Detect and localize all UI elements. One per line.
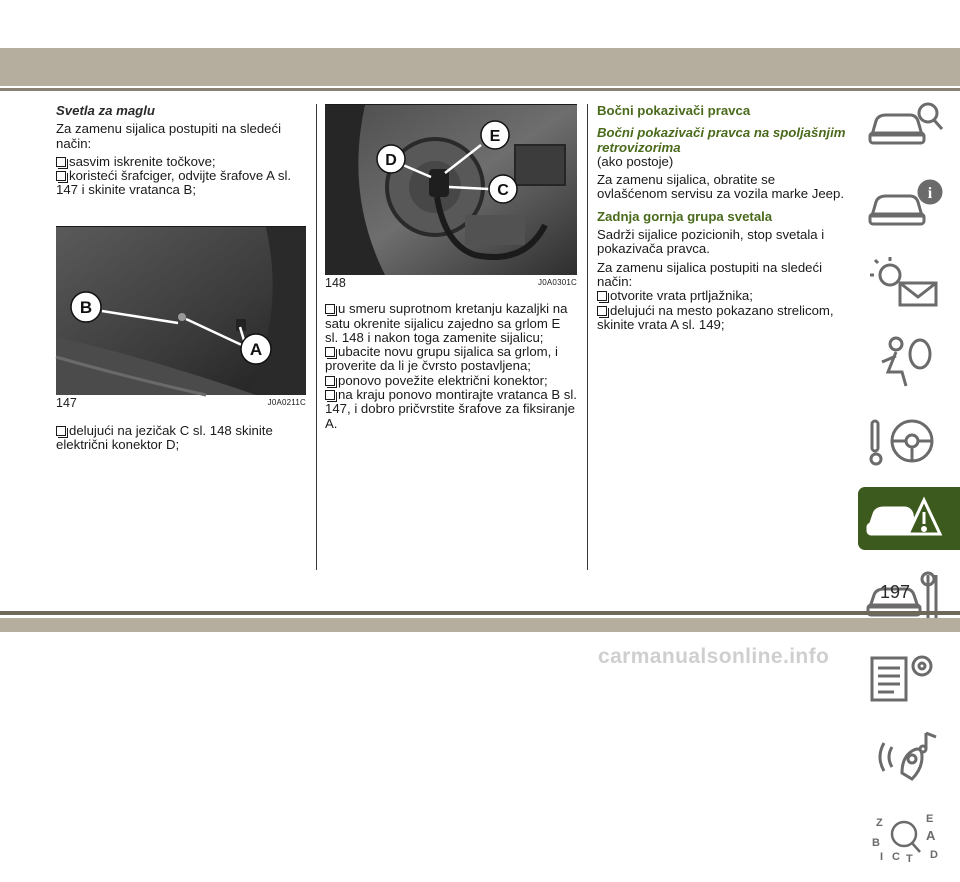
column-right — [597, 104, 847, 332]
bullet-box-icon — [597, 306, 607, 316]
header-rule — [0, 88, 960, 91]
tab-driving[interactable] — [858, 408, 960, 471]
page-number: 197 — [880, 582, 911, 602]
tab-car-search[interactable] — [858, 92, 960, 155]
bullet-box-icon — [325, 390, 335, 400]
list-item: koristeći šrafciger, odvijte šrafove A sl. 147 i skinite vratanca B; — [56, 168, 292, 198]
section-heading-fog-lights: Svetla za maglu — [56, 103, 155, 118]
list-item: u smeru suprotnom kretanju kazaljki na satu okrenite sijalicu zajedno sa grlom E sl. 148 i nakon toga zamenite sijalicu; — [325, 301, 568, 345]
list-item: ponovo povežite električni konektor; — [325, 374, 577, 388]
intro-text: Za zamenu sijalica postupiti na sledeći način: — [56, 121, 282, 151]
list-item: otvorite vrata prtljažnika; — [597, 289, 847, 303]
svg-text:i: i — [927, 184, 933, 202]
callout-d: D — [385, 152, 397, 169]
figure-number: 147 — [56, 395, 77, 410]
svg-text:A: A — [926, 827, 936, 843]
section-heading-turn-signals: Bočni pokazivači pravca — [597, 103, 751, 118]
airbag-person-icon — [866, 332, 944, 390]
header-band — [0, 48, 960, 86]
chapter-sidebar — [858, 92, 960, 882]
paragraph: Sadrži sijalice pozicionih, stop svetala i pokazivača pravca. — [597, 227, 825, 257]
car-search-icon — [866, 95, 944, 153]
svg-text:T: T — [906, 852, 913, 865]
tab-safety[interactable] — [858, 329, 960, 392]
car-info-icon — [866, 174, 944, 232]
svg-text:Z: Z — [876, 816, 883, 829]
tab-multimedia[interactable] — [858, 724, 960, 787]
svg-text:I: I — [880, 850, 884, 863]
tab-specifications[interactable] — [858, 645, 960, 708]
tab-car-info[interactable] — [858, 171, 960, 234]
figure-148-illustration — [325, 105, 577, 275]
bullet-box-icon — [325, 376, 335, 386]
availability-note: (ako postoje) — [597, 153, 674, 169]
warning-lights-mail-icon — [866, 253, 944, 311]
paragraph: Za zamenu sijalica postupiti na sledeći način: — [597, 259, 823, 289]
column-left — [56, 104, 306, 453]
figure-code: J0A0301C — [538, 278, 577, 287]
bullet-box-icon — [325, 304, 335, 314]
callout-e: E — [489, 128, 501, 145]
callout-b: B — [79, 297, 93, 317]
bullet-box-icon — [56, 426, 66, 436]
callout-a: A — [249, 339, 263, 359]
figure-147-illustration — [56, 227, 306, 395]
figure-147-caption — [56, 396, 306, 410]
svg-text:B: B — [872, 836, 880, 849]
section-heading-rear-lights: Zadnja gornja grupa svetala — [597, 208, 773, 224]
paragraph: Za zamenu sijalica, obratite se ovlašćenom servisu za vozila marke Jeep. — [597, 172, 845, 202]
steering-wheel-icon — [866, 411, 944, 469]
car-breakdown-warning-icon — [866, 490, 944, 548]
column-middle — [325, 104, 577, 431]
bullet-box-icon — [56, 171, 66, 181]
list-item: na kraju ponovo montirajte vratanca B sl. 147, i dobro pričvrstite šrafove za fiksiranje A. — [325, 387, 577, 431]
list-item: ubacite novu grupu sijalica sa grlom, i proverite da li je čvrsto postavljena; — [325, 344, 558, 374]
figure-code: J0A0211C — [267, 397, 306, 407]
list-item: delujući na jezičak C sl. 148 skinite električni konektor D; — [56, 423, 273, 453]
svg-text:D: D — [930, 848, 938, 861]
bullet-box-icon — [325, 347, 335, 357]
footer-rule — [0, 611, 960, 615]
tab-index[interactable] — [858, 803, 960, 866]
specs-gear-icon — [866, 648, 944, 706]
list-item: delujući na mesto pokazano strelicom, skinite vrata A sl. 149; — [597, 302, 834, 332]
figure-147 — [56, 226, 306, 394]
tab-warning-lights[interactable] — [858, 250, 960, 313]
figure-148-caption — [325, 276, 577, 290]
svg-text:C: C — [892, 850, 900, 863]
bullet-box-icon — [597, 291, 607, 301]
subheading-mirror-signals: Bočni pokazivači pravca na spoljašnjim retrovizorima — [597, 125, 846, 155]
footer-band — [0, 618, 960, 632]
alphabet-index-icon — [866, 806, 944, 864]
svg-text:E: E — [926, 812, 934, 825]
column-divider — [316, 104, 317, 570]
list-item: sasvim iskrenite točkove; — [56, 155, 306, 169]
media-music-icon — [866, 727, 944, 785]
callout-c: C — [497, 182, 509, 199]
bullet-box-icon — [56, 157, 66, 167]
column-divider — [587, 104, 588, 570]
tab-emergency[interactable] — [858, 487, 960, 550]
figure-148 — [325, 104, 577, 274]
figure-number: 148 — [325, 276, 346, 290]
watermark: carmanualsonline.info — [598, 645, 830, 668]
